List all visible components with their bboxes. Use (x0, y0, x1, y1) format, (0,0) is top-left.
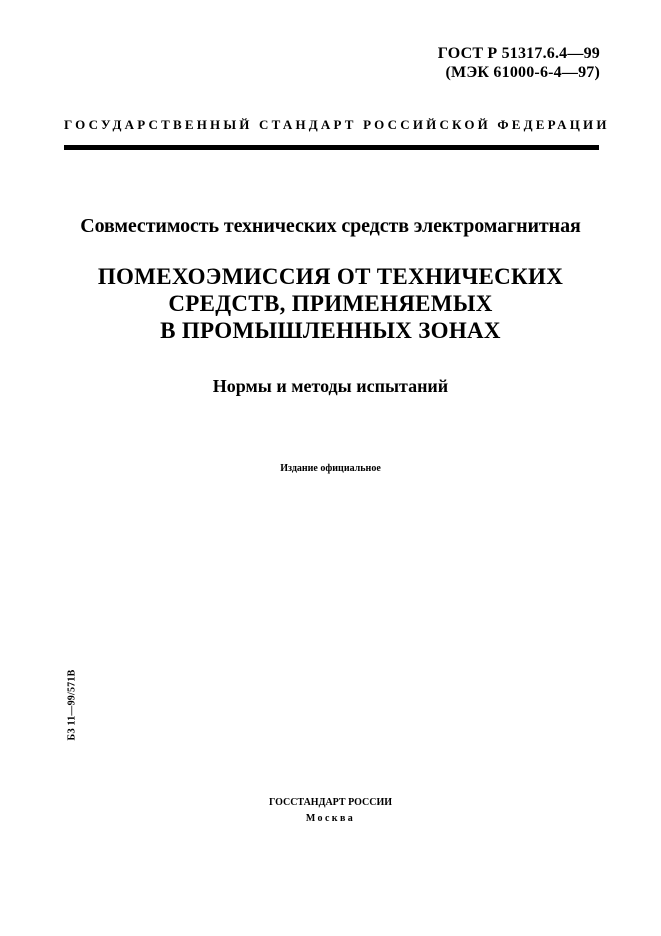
title-line: ПОМЕХОЭМИССИЯ ОТ ТЕХНИЧЕСКИХ (97, 264, 564, 289)
iec-code: (МЭК 61000-6-4—97) (445, 64, 600, 81)
title-line: СРЕДСТВ, ПРИМЕНЯЕМЫХ (168, 291, 493, 316)
standard-code-block (410, 44, 600, 82)
document-subtitle: Нормы и методы испытаний (212, 376, 449, 396)
publisher-organization: ГОССТАНДАРТ РОССИИ (268, 797, 393, 808)
standard-type-heading: ГОСУДАРСТВЕННЫЙ СТАНДАРТ РОССИЙСКОЙ ФЕДЕРАЦИИ (64, 117, 610, 132)
gost-code: ГОСТ Р 51317.6.4—99 (437, 45, 600, 62)
side-catalog-code (64, 660, 80, 750)
document-title (40, 263, 621, 344)
publisher-block (200, 795, 461, 827)
document-subject: Совместимость технических средств электромагнитная (80, 215, 581, 237)
title-line: В ПРОМЫШЛЕННЫХ ЗОНАХ (160, 318, 501, 343)
header-rule-divider (64, 145, 599, 150)
side-code-text: БЗ 11—99/571В (66, 669, 78, 741)
publisher-city: Москва (305, 813, 356, 824)
edition-label: Издание официальное (280, 463, 381, 474)
